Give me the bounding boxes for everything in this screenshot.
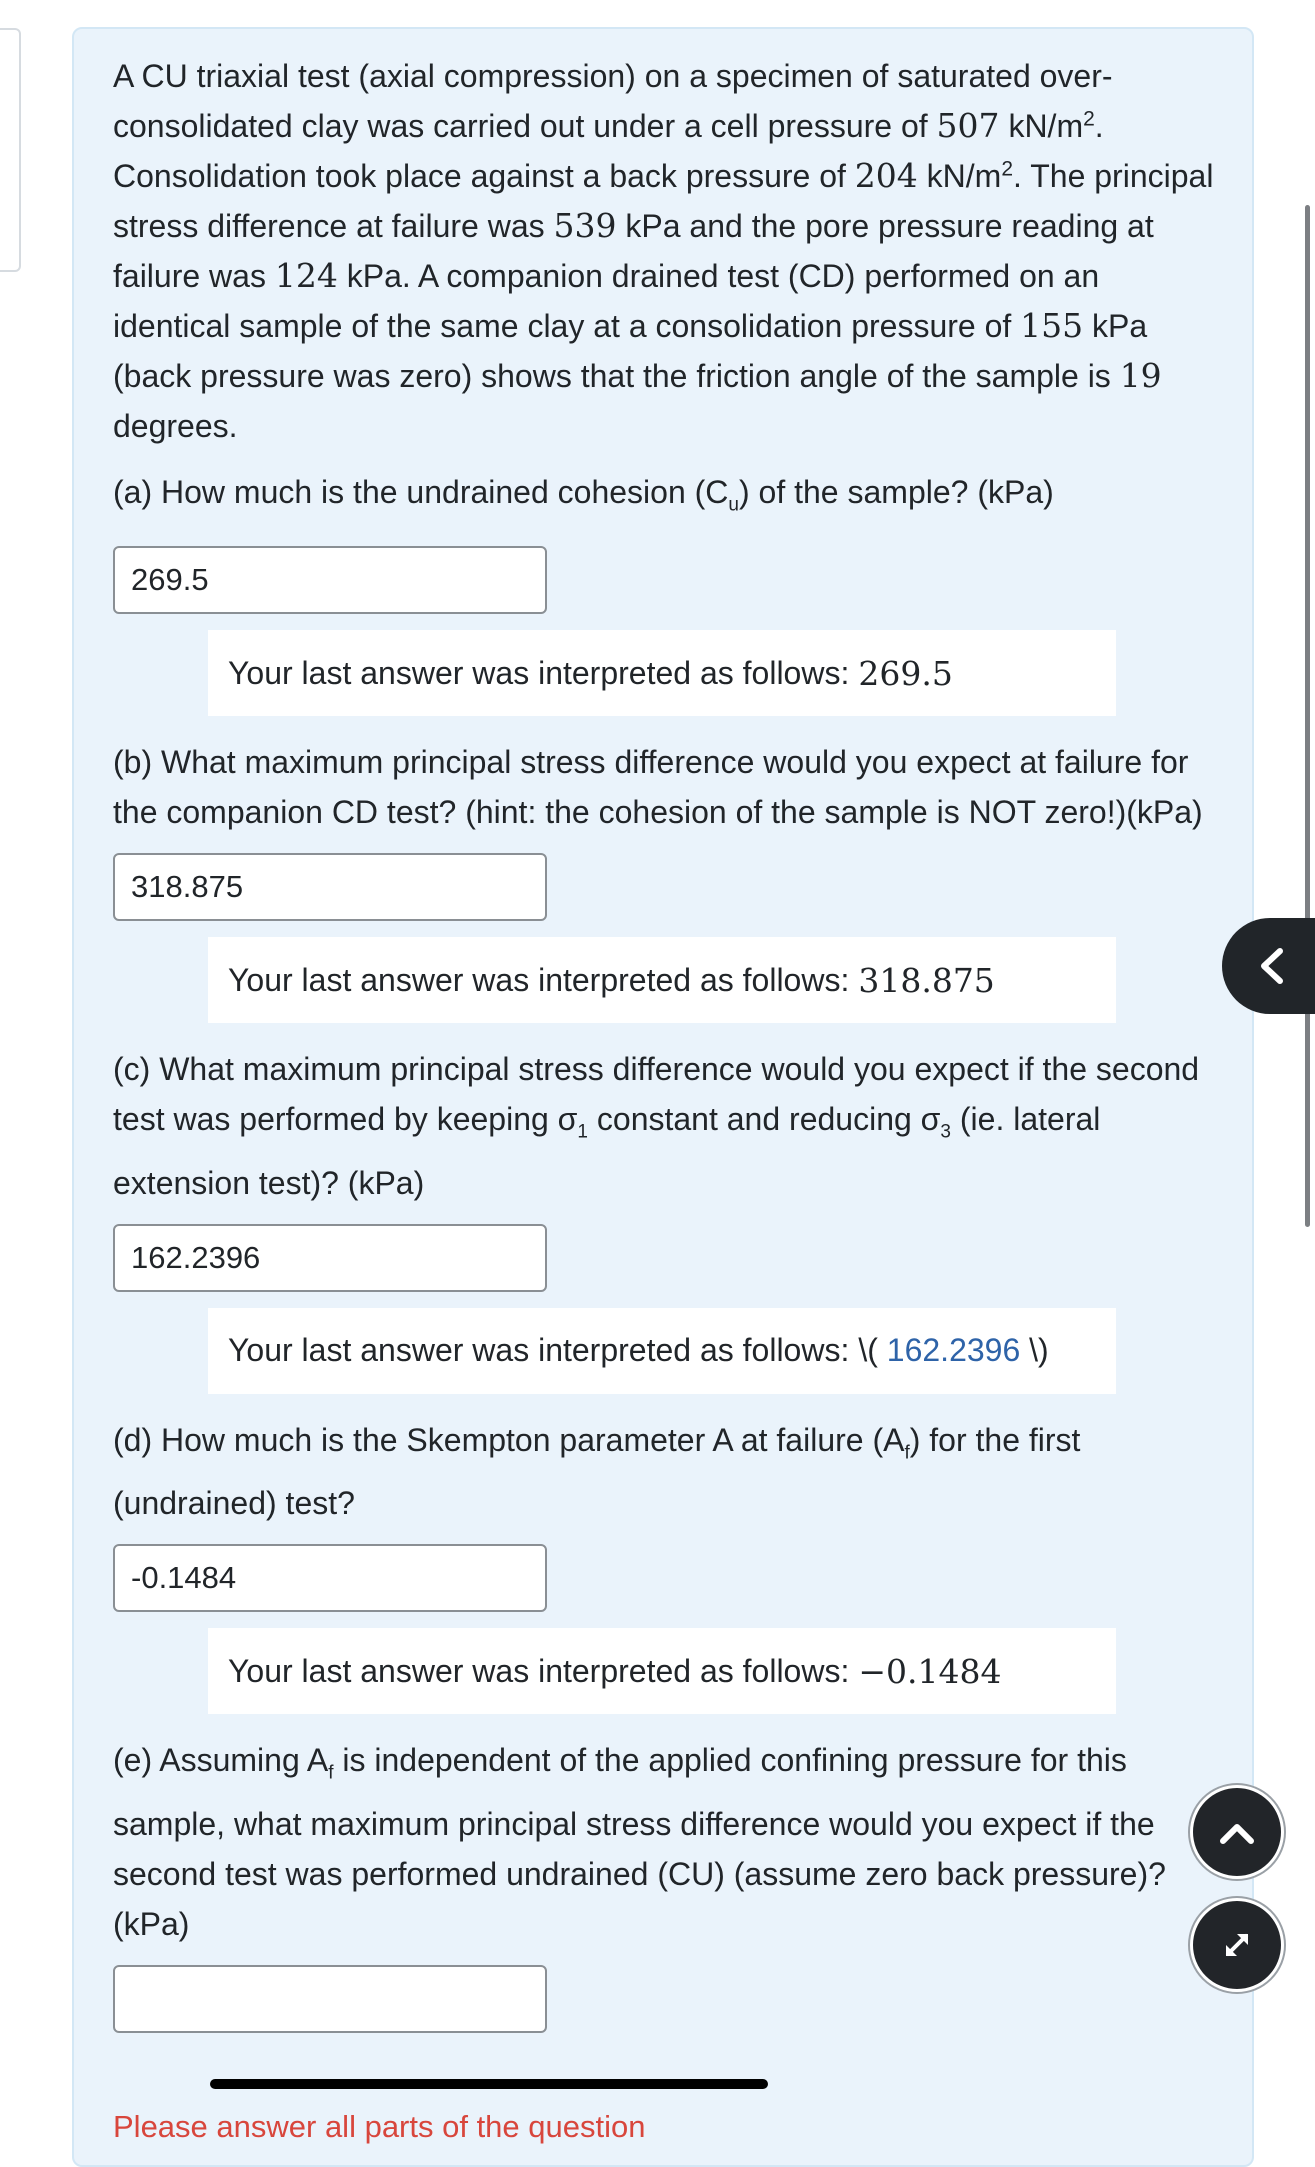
part-a-question: (a) How much is the undrained cohesion $(C_u)$ of the sample? (kPa)	[113, 474, 1054, 516]
part-c-feedback: Your last answer was interpreted as follows: \( 162.2396 \)	[208, 1308, 1116, 1394]
part-b-answer-input[interactable]	[113, 853, 547, 921]
part-b-question: (b) What maximum principal stress difference would you expect at failure for the companion CD test? (hint: the cohesion of the sample is NOT zero!)(kPa)	[113, 744, 1203, 831]
part-d-interpreted-value: −0.1484	[858, 1651, 1002, 1691]
chevron-up-icon	[1217, 1817, 1257, 1847]
part-c-question: (c) What maximum principal stress difference would you expect if the second test was performed by keeping $\sigma_1$ constant and reducing $\sigma_3$ (ie. lateral extension test)? (kPa)	[113, 1051, 1200, 1201]
stress-difference-value: 539	[553, 206, 617, 245]
part-e-answer-input[interactable]	[113, 1965, 547, 2033]
part-d-question: (d) How much is the Skempton parameter A at failure $(A_f)$ for the first (undrained) test?	[113, 1421, 1081, 1522]
part-c-answer-input[interactable]	[113, 1224, 547, 1292]
part-a-answer-input[interactable]	[113, 546, 547, 614]
question-text: A CU triaxial test (axial compression) on a specimen of saturated over-consolidated clay was carried out under a cell pressure of 507 $kN/m^2$. Consolidation took place against a back pressure of 204 $kN/m^2$. The principal stress difference at failure was 539 kPa and the pore pressure reading at failure was 124 kPa. A companion drained test (CD) performed on an identical sample of the same clay at a consolidation pressure of 155 kPa (back pressure was zero) shows that the friction angle of the sample is 19 degrees.	[113, 58, 1214, 444]
part-b-feedback: Your last answer was interpreted as follows: 318.875	[208, 937, 1116, 1023]
home-indicator	[210, 2079, 768, 2089]
side-panel-toggle[interactable]	[1222, 918, 1315, 1014]
part-e-question: (e) Assuming $A_f$ is independent of the applied confining pressure for this sample, what maximum principal stress difference would you expect if the second test was performed undrained (CU) (assume zero back pressure)? (kPa)	[113, 1742, 1166, 1942]
scrollbar[interactable]	[1305, 205, 1310, 1227]
back-pressure-value: 204	[854, 156, 918, 195]
part-a-feedback: Your last answer was interpreted as follows: 269.5	[208, 630, 1116, 716]
part-c-raw-interpretation: \( 162.2396 \)	[858, 1332, 1049, 1369]
pore-pressure-value: 124	[274, 256, 338, 295]
previous-panel-edge	[0, 28, 21, 272]
part-d-answer-input[interactable]	[113, 1544, 547, 1612]
chevron-left-icon	[1256, 947, 1290, 985]
incomplete-warning: Please answer all parts of the question	[113, 2108, 646, 2144]
expand-arrows-icon	[1217, 1925, 1257, 1965]
consolidation-pressure-value: 155	[1020, 306, 1084, 345]
part-d-feedback: Your last answer was interpreted as follows: −0.1484	[208, 1628, 1116, 1714]
friction-angle-value: 19	[1119, 356, 1162, 395]
part-b-interpreted-value: 318.875	[858, 960, 995, 1000]
cell-pressure-value: 507	[936, 106, 1000, 145]
part-c-interpreted-value: 162.2396	[886, 1332, 1021, 1369]
part-a-interpreted-value: 269.5	[858, 653, 953, 693]
question-content	[113, 51, 1223, 2145]
scroll-to-top-button[interactable]	[1190, 1785, 1284, 1879]
expand-button[interactable]	[1190, 1898, 1284, 1992]
